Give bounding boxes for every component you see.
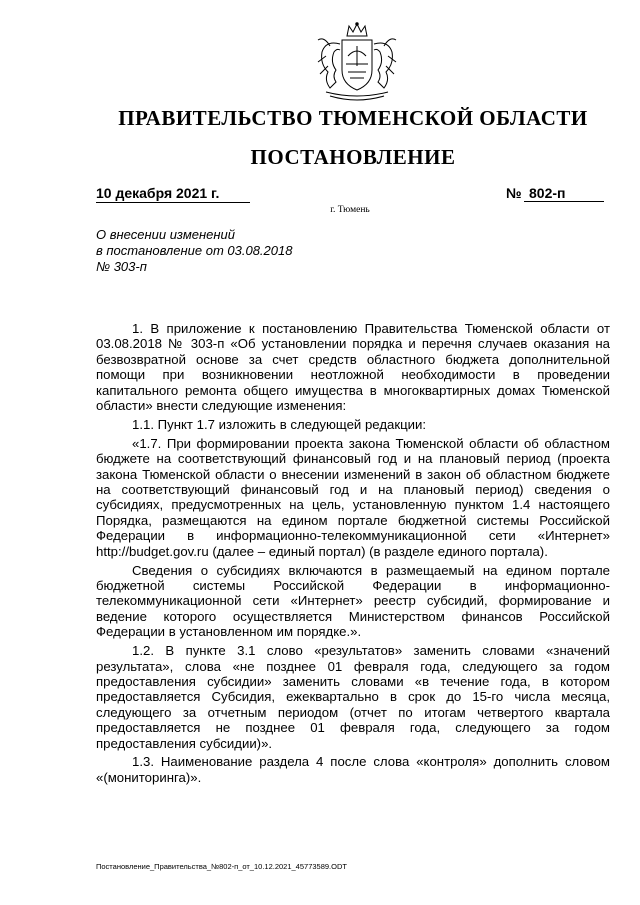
- document-city: г. Тюмень: [330, 205, 370, 215]
- subject-line: О внесении изменений: [96, 227, 235, 242]
- document-subject: [96, 227, 396, 275]
- document-date: 10 декабря 2021 г.: [96, 184, 250, 203]
- number-prefix: №: [506, 185, 522, 201]
- document-body: [96, 321, 610, 789]
- paragraph: 1. В приложение к постановлению Правительства Тюменской области от 03.08.2018 № 303-п «Об установлении порядка и перечня случаев оказания на безвозвратной основе за счет средств областного бюджета дополнительной помощи при возникновении неотложной необходимости в проведении капитального ремонта общего имущества в многоквартирных домах Тюменской области» внести следующие изменения:: [96, 321, 610, 414]
- paragraph: Сведения о субсидиях включаются в размещаемый на едином портале бюджетной системы Российской Федерации в информационно-телекоммуникационной сети «Интернет» реестр субсидий, формирование и ведение которого осуществляется Министерством финансов Российской Федерации в установленном им порядке.».: [96, 562, 610, 640]
- tyumen-oblast-coat-of-arms-icon: [310, 22, 404, 104]
- paragraph: 1.1. Пункт 1.7 изложить в следующей редакции:: [132, 416, 427, 432]
- government-title: ПРАВИТЕЛЬСТВО ТЮМЕНСКОЙ ОБЛАСТИ: [118, 106, 588, 130]
- subject-line: № 303-п: [96, 259, 147, 274]
- footer-filename: Постановление_Правительства_№802-п_от_10.12.2021_45773589.ODT: [96, 862, 347, 871]
- document-type: ПОСТАНОВЛЕНИЕ: [250, 145, 456, 169]
- paragraph: 1.3. Наименование раздела 4 после слова «контроля» дополнить словом «(мониторинга)».: [96, 754, 610, 785]
- subject-line: в постановление от 03.08.2018: [96, 243, 293, 258]
- document-number: 802-п: [524, 184, 604, 202]
- paragraph: 1.2. В пункте 3.1 слово «результатов» заменить словами «значений результата», слова «не позднее 01 февраля года, следующего за годом предоставления субсидии» заменить словами «в течение года, в котором предоставляется Субсидия, ежеквартально в срок до 15-го числа месяца, следующего за отчетным периодом (отчет по итогам четвертого квартала предоставляется не позднее 01 февраля года, следующего за годом предоставления субсидии)».: [96, 643, 610, 751]
- paragraph: «1.7. При формировании проекта закона Тюменской области об областном бюджете на соответствующий финансовый год и на плановый период (проекта закона Тюменской области о внесении изменений в закон об областном бюджете на соответствующий финансовый год и на плановый период) сведения о субсидиях, предусмотренных на цель, установленную пунктом 1.4 настоящего Порядка, размещаются на едином портале бюджетной системы Российской Федерации в информационно-телекоммуникационной сети «Интернет» http://budget.gov.ru (далее – единый портал) (в разделе единого портала).: [96, 435, 610, 559]
